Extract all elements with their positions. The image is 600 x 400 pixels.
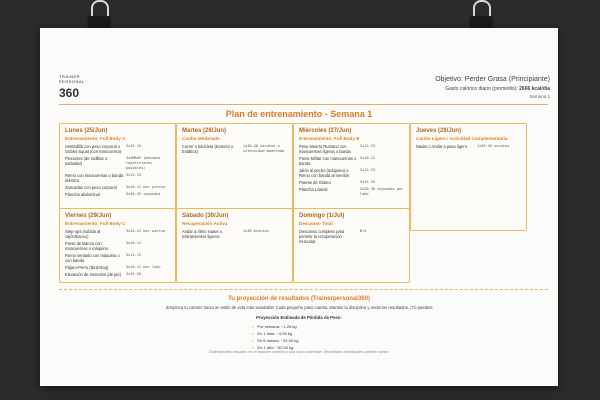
day-title: Jueves (28/Jun) (416, 128, 462, 134)
exercise-reps: 3x12-15 (359, 168, 376, 172)
exercise-reps: 3x20-30 segundos por lado (359, 187, 404, 196)
projection-intro: ¡Empieza tu camino hacia un estilo de vida más saludable! Cada pequeño paso cuenta. Mantén la disciplina y verás los resultados. ¡Tú puedes! (165, 305, 433, 310)
calorie-value: 2666 kcal/día (519, 86, 550, 92)
projection-item-text: En 6 meses: ~24.00 kg (257, 338, 299, 343)
projection-disclaimer: Estimaciones basadas en el balance calórico y una tasa sostenible. Resultados individuales pueden variar. (209, 350, 389, 354)
bullet-icon: • (252, 345, 254, 350)
exercise-reps: N/A (359, 229, 367, 233)
calorie-line (435, 86, 550, 92)
exercise-row (299, 229, 404, 244)
projection-item-text: Por semana: ~1.26 kg (257, 324, 297, 329)
exercise-row (65, 241, 170, 251)
projection-item-text: En 1 mes: ~4.09 kg (257, 331, 292, 336)
day-title: Sábado (30/Jun) (182, 213, 229, 219)
plan-title: Plan de entrenamiento - Semana 1 (225, 109, 373, 119)
projection-section (40, 296, 558, 320)
exercise-reps: 3x12-15 (125, 144, 142, 148)
exercise-row (299, 156, 404, 166)
exercise-reps: 3x12-15 (125, 173, 142, 177)
exercise-name: Puente de Glúteo (299, 180, 331, 185)
day-focus: Recuperación Activa (182, 221, 228, 226)
projection-item (252, 331, 298, 336)
exercise-name: Press de Banca con mancuernas o máquina (65, 241, 108, 251)
exercise-row (65, 192, 170, 197)
exercise-row (416, 144, 521, 149)
exercise-name: Flexiones (de rodillas o estándar) (65, 156, 108, 166)
plan-sheet (40, 28, 558, 386)
exercise-reps: 1x30 minutos (242, 229, 269, 233)
exercise-row (299, 168, 404, 178)
exercise-name: Jalón al pecho (máquina) o Remo con banda al mentón (299, 168, 350, 178)
bullet-icon: • (252, 331, 254, 336)
day-card-sunday (293, 208, 410, 283)
week-label: Semana 1 (529, 94, 550, 99)
exercise-reps: 1x30-40 minutos a intensidad moderada (242, 144, 285, 153)
day-focus: Entrenamiento: Full Body A (65, 136, 126, 141)
exercise-row (182, 229, 287, 239)
exercise-row (299, 180, 404, 185)
exercise-reps: 3x10-12 (359, 156, 376, 160)
exercise-name: Sentadilla con peso corporal o Goblet Squat (con mancuerna) (65, 144, 121, 154)
projection-divider (59, 289, 548, 290)
exercise-name: Press Militar con mancuernas o banda (299, 156, 357, 166)
day-focus: Cardio Moderado (182, 136, 220, 141)
exercise-name: Remo sentado con máquina o con banda (65, 253, 120, 263)
brand-logo (59, 74, 85, 100)
exercise-reps: 3x10-12 por pierna (125, 185, 165, 189)
goal-text: Objetivo: Perder Grasa (Principiante) (435, 76, 550, 83)
exercise-name: Andar a ritmo suave o estiramientos ligeros (182, 229, 223, 239)
projection-item (252, 324, 298, 329)
goal-block (435, 76, 550, 99)
exercise-name: Zancadas con peso corporal (65, 185, 117, 190)
day-title: Viernes (29/Jun) (65, 213, 112, 219)
day-focus: Entrenamiento: Full Body C (65, 221, 126, 226)
exercise-row (299, 144, 404, 154)
projection-heading: Proyección Estimada de Pérdida de Peso: (256, 315, 342, 320)
exercise-name: Step-ups (subida al cajón/banco) (65, 229, 101, 239)
day-title: Miércoles (27/Jun) (299, 128, 352, 134)
exercise-reps: 3x12-15 (125, 253, 142, 257)
exercise-name: Plancha Lateral (299, 187, 328, 192)
projection-item-text: En 1 año: ~52.00 kg (257, 345, 294, 350)
exercise-name: Elevación de Gemelos (de pie) (65, 272, 121, 277)
exercise-reps: 3x12-15 (359, 144, 376, 148)
exercise-name: Plancha abdominal (65, 192, 100, 197)
projection-title: Tu proyección de resultados (Trainerpersonal360) (228, 296, 370, 302)
day-title: Domingo (1/Jul) (299, 213, 345, 219)
exercise-row (65, 229, 170, 239)
exercise-name: Remo con mancuernas o banda elástica (65, 173, 124, 183)
exercise-reps: 3x15-20 (125, 272, 142, 276)
exercise-reps: 3x10-12 por pierna (125, 229, 165, 233)
bullet-icon: • (252, 338, 254, 343)
projection-list (252, 322, 298, 350)
day-title: Martes (26/Jun) (182, 128, 227, 134)
exercise-row (65, 173, 170, 183)
exercise-row (65, 253, 170, 263)
exercise-name: Pájaro-Perro (Bird-Dog) (65, 265, 109, 270)
exercise-reps: 3x10-12 por lado (125, 265, 161, 269)
exercise-reps: 3x15-20 (359, 180, 376, 184)
day-focus: Cardio Ligero / Actividad Complementaria (416, 136, 508, 141)
exercise-reps: 1x30-45 minutos (476, 144, 510, 148)
day-card-thursday (410, 123, 527, 231)
header-divider (59, 104, 548, 105)
exercise-name: Nadar o Andar a paso ligero (416, 144, 467, 149)
exercise-row (65, 156, 170, 171)
day-title: Lunes (25/Jun) (65, 128, 108, 134)
day-card-friday (59, 208, 176, 283)
brand-line2: PERSONAL (59, 79, 85, 84)
exercise-reps: 3xAMRAP (máximas repeticiones posibles) (125, 156, 161, 170)
projection-item (252, 338, 298, 343)
exercise-row (65, 144, 170, 154)
exercise-row (299, 187, 404, 197)
calorie-label: Gasto calórico diario (promedio): (445, 86, 518, 92)
bullet-icon: • (252, 324, 254, 329)
day-focus: Entrenamiento: Full Body B (299, 136, 360, 141)
day-focus: Descanso Total (299, 221, 333, 226)
exercise-name: Descanso completo para permitir la recuperación muscular. (299, 229, 345, 244)
exercise-reps: 3x10-12 (125, 241, 142, 245)
exercise-row (65, 272, 170, 277)
day-card-saturday (176, 208, 293, 283)
brand-number: 360 (59, 86, 80, 100)
brand-line1: TRAINER (59, 74, 81, 79)
exercise-name: Correr o Bicicleta (Exterior o Estática) (182, 144, 234, 154)
exercise-name: Peso Muerto Rumano con mancuernas ligeras o banda (299, 144, 351, 154)
exercise-row (65, 185, 170, 190)
exercise-reps: 3x30-45 segundos (125, 192, 161, 196)
exercise-row (182, 144, 287, 154)
exercise-row (65, 265, 170, 270)
